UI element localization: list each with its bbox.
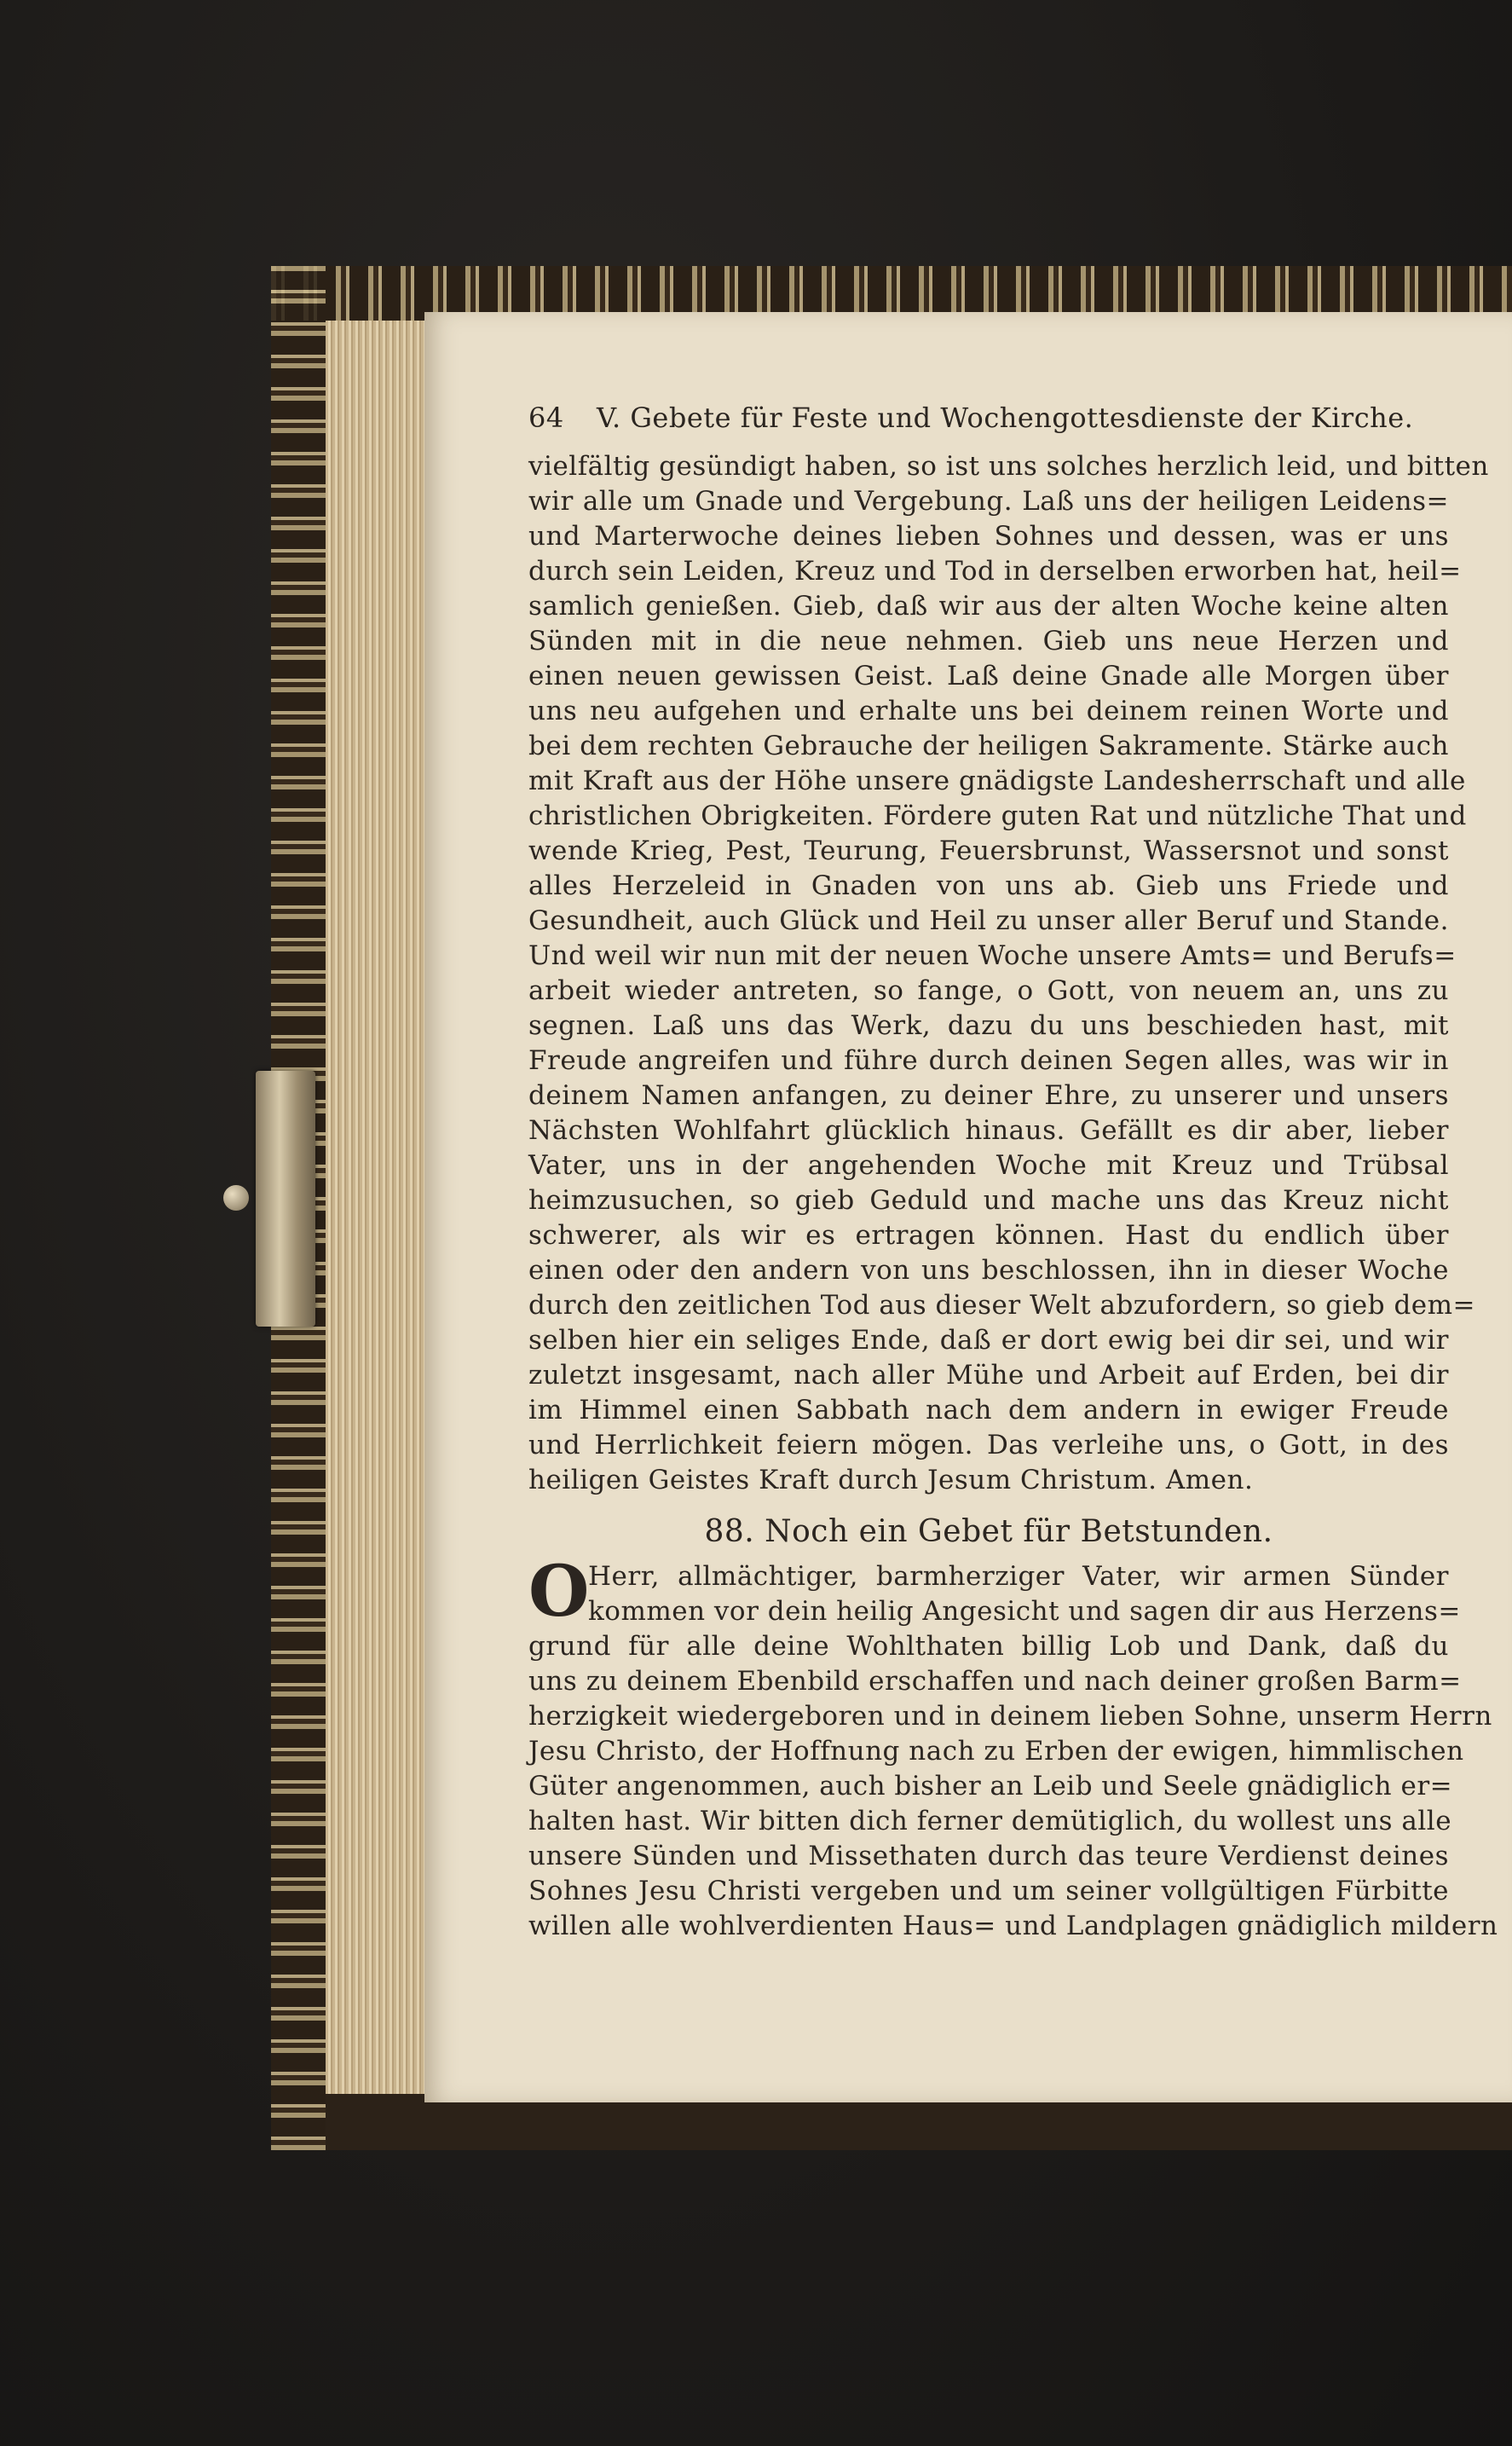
text-line: segnen. Laß uns das Werk, dazu du uns beschieden hast, mit [528, 1010, 1449, 1041]
text-line: halten hast. Wir bitten dich ferner demütiglich, du wollest uns alle [528, 1806, 1452, 1836]
text-line: Herr, allmächtiger, barmherziger Vater, wir armen Sünder [588, 1561, 1449, 1592]
text-line: und Marterwoche deines lieben Sohnes und dessen, was er uns [528, 521, 1449, 552]
text-line: herzigkeit wiedergeboren und in deinem lieben Sohne, unserm Herrn [528, 1701, 1492, 1732]
text-line: bei dem rechten Gebrauche der heiligen Sakramente. Stärke auch [528, 731, 1449, 761]
text-line: christlichen Obrigkeiten. Fördere guten Rat und nützliche That und [528, 801, 1467, 831]
text-line: Güter angenommen, auch bisher an Leib und Seele gnädiglich er= [528, 1771, 1453, 1801]
text-line: willen alle wohlverdienten Haus= und Landplagen gnädiglich mildern [528, 1911, 1498, 1941]
text-line: samlich genießen. Gieb, daß wir aus der alten Woche keine alten [528, 591, 1449, 622]
book-clasp [256, 1071, 315, 1327]
text-line: wende Krieg, Pest, Teurung, Feuersbrunst, Wassersnot und sonst [528, 836, 1449, 866]
text-line: zuletzt insgesamt, nach aller Mühe und Arbeit auf Erden, bei dir [528, 1360, 1449, 1391]
text-line: uns zu deinem Ebenbild erschaffen und nach deiner großen Barm= [528, 1666, 1462, 1697]
text-line: im Himmel einen Sabbath nach dem andern in ewiger Freude [528, 1395, 1449, 1425]
text-line: arbeit wieder antreten, so fange, o Gott, von neuem an, uns zu [528, 975, 1449, 1006]
text-line: Vater, uns in der angehenden Woche mit Kreuz und Trübsal [528, 1150, 1449, 1181]
text-line: grund für alle deine Wohlthaten billig Lob und Dank, daß du [528, 1631, 1449, 1662]
text-line: unsere Sünden und Missethaten durch das teure Verdienst deines [528, 1841, 1449, 1871]
text-line: durch den zeitlichen Tod aus dieser Welt abzufordern, so gieb dem= [528, 1290, 1476, 1321]
text-line: deinem Namen anfangen, zu deiner Ehre, zu unserer und unsers [528, 1080, 1449, 1111]
text-line: Jesu Christo, der Hoffnung nach zu Erben der ewigen, himmlischen [528, 1736, 1464, 1767]
prayer-88-text [528, 1551, 1498, 1944]
text-line: schwerer, als wir es ertragen können. Hast du endlich über [528, 1220, 1449, 1251]
text-line: Freude angreifen und führe durch deinen Segen alles, was wir in [528, 1045, 1449, 1076]
text-line: kommen vor dein heilig Angesicht und sagen dir aus Herzens= [588, 1596, 1461, 1627]
text-line: Sünden mit in die neue nehmen. Gieb uns neue Herzen und [528, 626, 1449, 656]
text-line: und Herrlichkeit feiern mögen. Das verleihe uns, o Gott, in des [528, 1430, 1449, 1460]
text-line: einen neuen gewissen Geist. Laß deine Gnade alle Morgen über [528, 661, 1449, 691]
text-line: Nächsten Wohlfahrt glücklich hinaus. Gefällt es dir aber, lieber [528, 1115, 1449, 1146]
text-line: selben hier ein seliges Ende, daß er dort ewig bei dir sei, und wir [528, 1325, 1449, 1356]
text-line: durch sein Leiden, Kreuz und Tod in derselben erworben hat, heil= [528, 556, 1462, 587]
text-line: einen oder den andern von uns beschlossen, ihn in dieser Woche [528, 1255, 1449, 1286]
prayer-87-text [528, 449, 1489, 1498]
prayer-88-lines [528, 1551, 1498, 1944]
page-text [528, 401, 1498, 1944]
dropcap-letter: O [528, 1551, 590, 1633]
text-line: Gesundheit, auch Glück und Heil zu unser aller Beruf und Stande. [528, 905, 1449, 936]
text-line: alles Herzeleid in Gnaden von uns ab. Gieb uns Friede und [528, 870, 1449, 901]
clasp-knob [223, 1185, 249, 1211]
text-line: heimzusuchen, so gieb Geduld und mache uns das Kreuz nicht [528, 1185, 1449, 1216]
text-line: Sohnes Jesu Christi vergeben und um seiner vollgültigen Fürbitte [528, 1876, 1449, 1906]
text-line: mit Kraft aus der Höhe unsere gnädigste Landesherrschaft und alle [528, 766, 1466, 796]
text-line: heiligen Geistes Kraft durch Jesum Christum. Amen. [528, 1465, 1254, 1495]
section-heading: 88. Noch ein Gebet für Betstunden. [704, 1514, 1273, 1549]
text-line: wir alle um Gnade und Vergebung. Laß uns der heiligen Leidens= [528, 486, 1449, 517]
text-line: Und weil wir nun mit der neuen Woche unsere Amts= und Berufs= [528, 940, 1457, 971]
text-line: vielfältig gesündigt haben, so ist uns solches herzlich leid, und bitten [528, 451, 1489, 482]
running-title: V. Gebete für Feste und Wochengottesdienste der Kirche. [597, 402, 1414, 434]
text-line: uns neu aufgehen und erhalte uns bei deinem reinen Worte und [528, 696, 1449, 726]
page-number: 64 [528, 402, 564, 434]
running-head [528, 401, 1449, 436]
page-edges [326, 321, 428, 2094]
